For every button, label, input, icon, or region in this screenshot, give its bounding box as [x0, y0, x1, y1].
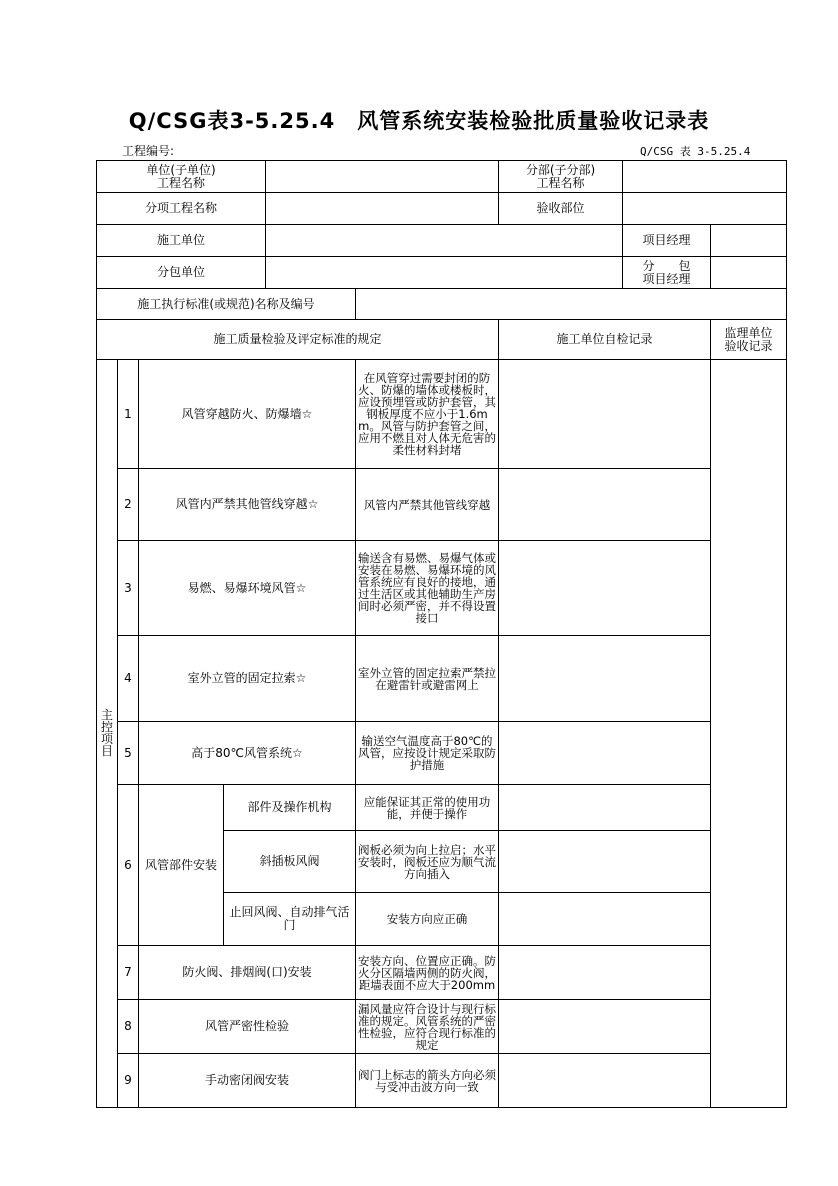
item-number: 8	[118, 1000, 139, 1054]
item-name: 高于80℃风管系统☆	[139, 722, 356, 785]
branch-name-value[interactable]	[623, 161, 787, 193]
item-name: 风管严密性检验	[139, 1000, 356, 1054]
item-number: 9	[118, 1054, 139, 1108]
sub-item-standard: 安装方向应正确	[356, 893, 499, 946]
sub-item-name: 斜插板风阀	[224, 831, 356, 893]
item-name: 风管穿越防火、防爆墙☆	[139, 360, 356, 469]
project-number-label: 工程编号:	[122, 144, 175, 158]
inspection-record-table	[96, 160, 787, 1108]
item-self-check-cell[interactable]	[499, 722, 711, 785]
item-number: 4	[118, 636, 139, 722]
sub-project-manager-label	[623, 257, 711, 289]
subcontractor-value[interactable]	[266, 257, 623, 289]
item-name-label: 分项工程名称	[97, 193, 266, 225]
self-check-column-header: 施工单位自检记录	[499, 320, 711, 360]
item-self-check-cell[interactable]	[499, 946, 711, 1000]
sub-project-manager-value[interactable]	[711, 257, 787, 289]
project-manager-value[interactable]	[711, 225, 787, 257]
criteria-column-header: 施工质量检验及评定标准的规定	[97, 320, 499, 360]
acceptance-part-value[interactable]	[623, 193, 787, 225]
item-name: 易燃、易爆环境风管☆	[139, 541, 356, 636]
item-self-check-cell[interactable]	[499, 893, 711, 946]
branch-name-label: 分部(子分部) 工程名称	[499, 161, 623, 193]
item-standard: 阀门上标志的箭头方向必须与受冲击波方向一致	[356, 1054, 499, 1108]
item-self-check-cell[interactable]	[499, 831, 711, 893]
item-self-check-cell[interactable]	[499, 636, 711, 722]
item-name: 防火阀、排烟阀(口)安装	[139, 946, 356, 1000]
item-self-check-cell[interactable]	[499, 360, 711, 469]
item-self-check-cell[interactable]	[499, 541, 711, 636]
item-number: 3	[118, 541, 139, 636]
item-standard: 在风管穿过需要封闭的防火、防爆的墙体或楼板时，应设预埋管或防护套管，其钢板厚度不应小于1.6mm。风管与防护套管之间，应用不燃且对人体无危害的柔性材料封堵	[356, 360, 499, 469]
main-control-group-label: 主控项目	[97, 360, 118, 1108]
item-self-check-cell[interactable]	[499, 1000, 711, 1054]
item-standard: 输送含有易燃、易爆气体或安装在易燃、易爆环境的风管系统应有良好的接地，通过生活区或其他辅助生产房间时必须严密，并不得设置接口	[356, 541, 499, 636]
item-name: 手动密闭阀安装	[139, 1054, 356, 1108]
unit-name-label: 单位(子单位) 工程名称	[97, 161, 266, 193]
item-standard: 风管内严禁其他管线穿越	[356, 469, 499, 541]
sub-item-name: 部件及操作机构	[224, 785, 356, 831]
item-standard: 安装方向、位置应正确。防火分区隔墙两侧的防火阀，距墙表面不应大于200mm	[356, 946, 499, 1000]
sub-item-name: 止回风阀、自动排气活门	[224, 893, 356, 946]
item-number: 5	[118, 722, 139, 785]
item-number: 1	[118, 360, 139, 469]
project-manager-label: 项目经理	[623, 225, 711, 257]
standard-value[interactable]	[356, 289, 787, 320]
page-title: Q/CSG表3-5.25.4 风管系统安装检验批质量验收记录表	[128, 109, 710, 133]
item-number: 6	[118, 785, 139, 946]
item-standard: 漏风量应符合设计与现行标准的规定。风管系统的严密性检验，应符合现行标准的规定	[356, 1000, 499, 1054]
item-name: 室外立管的固定拉索☆	[139, 636, 356, 722]
sub-item-standard: 应能保证其正常的使用功能，并便于操作	[356, 785, 499, 831]
subcontractor-label: 分包单位	[97, 257, 266, 289]
sub-item-standard: 阀板必须为向上拉启；水平安装时，阀板还应为顺气流方向插入	[356, 831, 499, 893]
item-number: 7	[118, 946, 139, 1000]
item-name-value[interactable]	[266, 193, 499, 225]
item-name: 风管部件安装	[139, 785, 224, 946]
sub-pm-label-bottom: 项目经理	[642, 271, 691, 286]
item-number: 2	[118, 469, 139, 541]
supervision-column-header: 监理单位 验收记录	[711, 320, 787, 360]
supervision-record-cell[interactable]	[711, 360, 787, 1108]
item-self-check-cell[interactable]	[499, 469, 711, 541]
item-self-check-cell[interactable]	[499, 1054, 711, 1108]
item-standard: 输送空气温度高于80℃的风管，应按设计规定采取防护措施	[356, 722, 499, 785]
unit-name-value[interactable]	[266, 161, 499, 193]
contractor-value[interactable]	[266, 225, 623, 257]
sub-pm-label-top: 分 包	[642, 258, 691, 273]
item-self-check-cell[interactable]	[499, 785, 711, 831]
form-code: Q/CSG 表 3-5.25.4	[640, 145, 751, 158]
contractor-label: 施工单位	[97, 225, 266, 257]
standard-label: 施工执行标准(或规范)名称及编号	[97, 289, 356, 320]
acceptance-part-label: 验收部位	[499, 193, 623, 225]
item-standard: 室外立管的固定拉索严禁拉在避雷针或避雷网上	[356, 636, 499, 722]
item-name: 风管内严禁其他管线穿越☆	[139, 469, 356, 541]
